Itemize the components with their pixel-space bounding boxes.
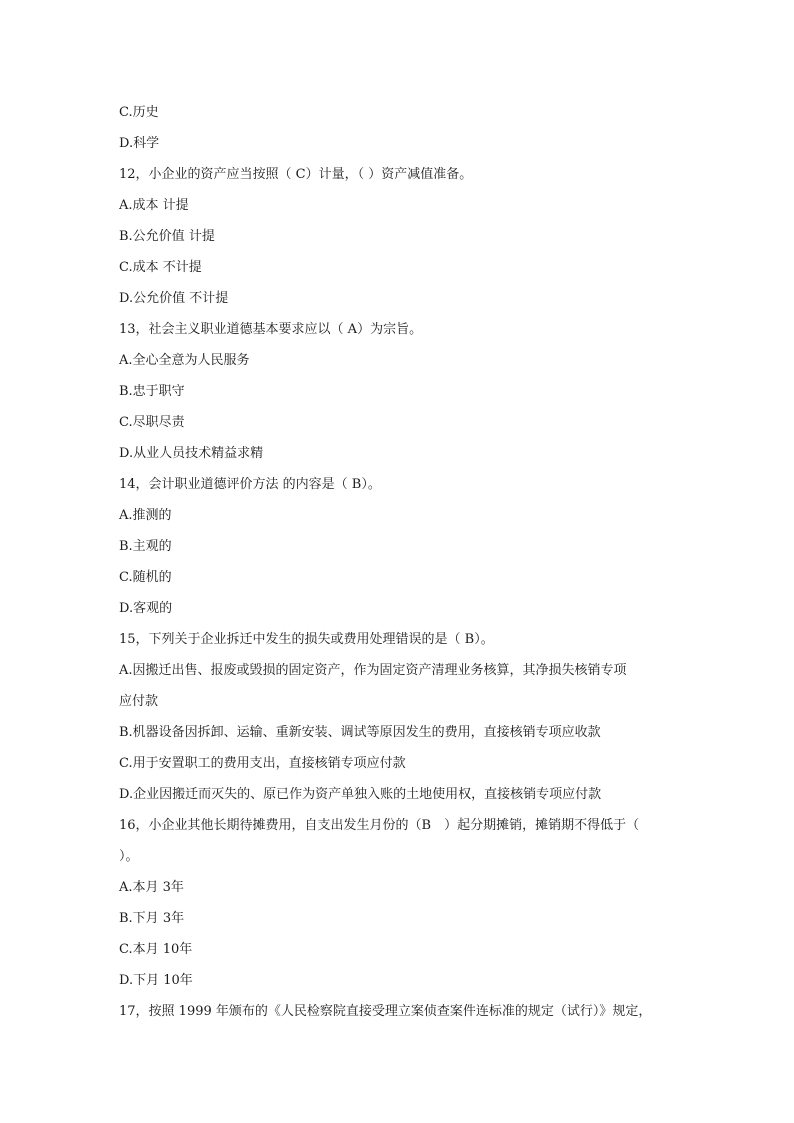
q15-option-a-continued: 应付款: [119, 694, 159, 709]
q15-option-c: C.用于安置职工的费用支出，直接核销专项应付款: [119, 756, 406, 771]
q15-option-a: A.因搬迁出售、报废或毁损的固定资产，作为固定资产清理业务核算，其净损失核销专项: [119, 663, 627, 678]
question-17: 17，按照 1999 年颁布的《人民检察院直接受理立案侦查案件连标准的规定（试行）》规定，: [119, 1004, 652, 1019]
q16-option-c: C.本月 10年: [119, 942, 193, 957]
q13-option-a: A.全心全意为人民服务: [119, 353, 250, 368]
q14-option-b: B.主观的: [119, 539, 172, 554]
q16-option-b: B.下月 3年: [119, 911, 185, 926]
question-15: 15，下列关于企业拆迁中发生的损失或费用处理错误的是（ B）。: [119, 632, 494, 647]
q13-option-c: C.尽职尽责: [119, 415, 185, 430]
question-13: 13，社会主义职业道德基本要求应以（ A）为宗旨。: [119, 322, 423, 337]
option-c-history: C.历史: [119, 105, 159, 120]
question-12: 12，小企业的资产应当按照（ C）计量，（ ）资产减值准备。: [119, 167, 473, 182]
q14-option-a: A.推测的: [119, 508, 172, 523]
option-d-science: D.科学: [119, 136, 160, 151]
q13-option-d: D.从业人员技术精益求精: [119, 446, 264, 461]
q13-option-b: B.忠于职守: [119, 384, 185, 399]
q16-option-a: A.本月 3年: [119, 880, 184, 895]
q15-option-b: B.机器设备因拆卸、运输、重新安装、调试等原因发生的费用，直接核销专项应收款: [119, 725, 601, 740]
q12-option-c: C.成本 不计提: [119, 260, 202, 275]
q12-option-b: B.公允价值 计提: [119, 229, 215, 244]
q15-option-d: D.企业因搬迁而灭失的、原已作为资产单独入账的土地使用权，直接核销专项应付款: [119, 787, 602, 802]
document-body: [119, 102, 684, 1032]
question-16: 16，小企业其他长期待摊费用，自支出发生月份的（B ）起分期摊销，摊销期不得低于（: [119, 818, 640, 833]
q16-option-d: D.下月 10年: [119, 973, 193, 988]
q14-option-d: D.客观的: [119, 601, 173, 616]
q12-option-d: D.公允价值 不计提: [119, 291, 229, 306]
q14-option-c: C.随机的: [119, 570, 172, 585]
q12-option-a: A.成本 计提: [119, 198, 189, 213]
question-16-continued: ）。: [119, 849, 139, 864]
question-14: 14，会计职业道德评价方法 的内容是（ B）。: [119, 477, 381, 492]
